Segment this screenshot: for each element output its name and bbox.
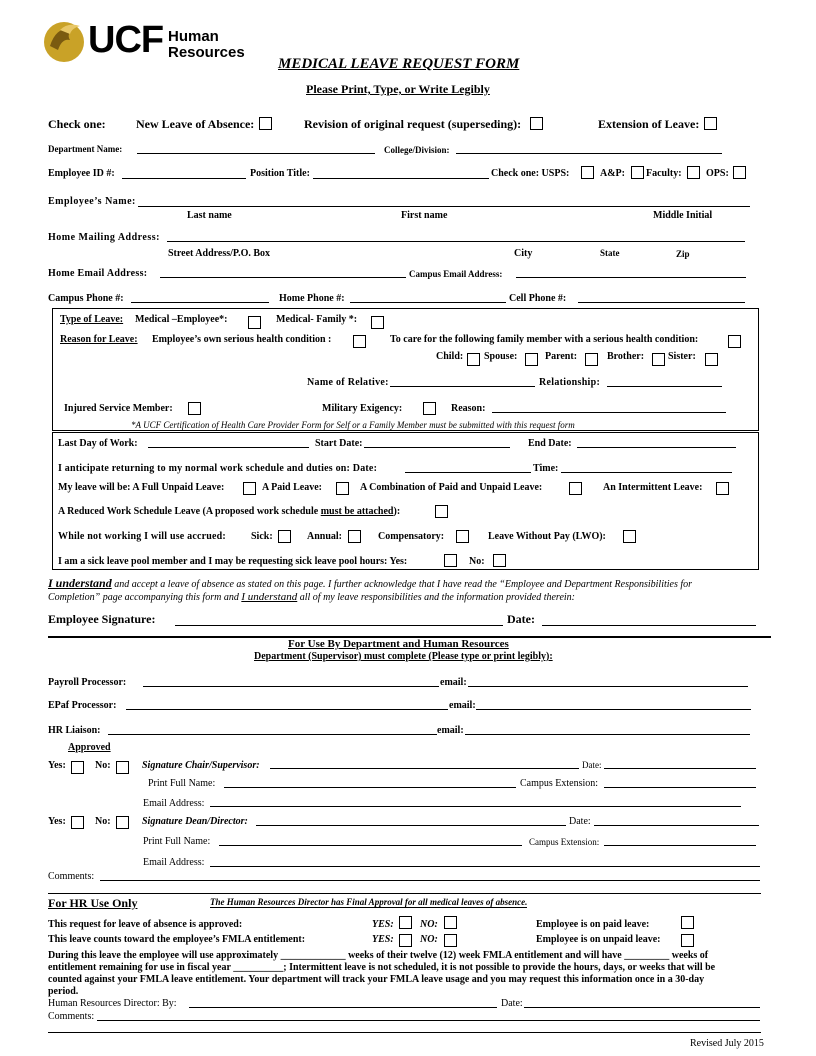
usps-label: Check one: USPS: — [491, 168, 570, 179]
chair-email-field[interactable] — [210, 806, 741, 807]
chair-campus-ext-label: Campus Extension: — [520, 778, 599, 789]
approved-yes-checkbox[interactable] — [399, 916, 412, 929]
chair-signature-label: Signature Chair/Supervisor: — [142, 760, 260, 771]
college-field[interactable] — [456, 153, 722, 154]
combination-checkbox[interactable] — [569, 482, 582, 495]
sick-checkbox[interactable] — [278, 530, 291, 543]
reduced-schedule-label: A Reduced Work Schedule Leave (A proposed work schedule must be attached): — [58, 506, 401, 517]
paid-leave-status-checkbox[interactable] — [681, 916, 694, 929]
revised-date: Revised July 2015 — [690, 1038, 764, 1049]
revision-checkbox[interactable] — [530, 117, 543, 130]
lwo-checkbox[interactable] — [623, 530, 636, 543]
own-condition-checkbox[interactable] — [353, 335, 366, 348]
first-name-caption: First name — [401, 210, 448, 221]
brother-checkbox[interactable] — [652, 353, 665, 366]
fmla-no-checkbox[interactable] — [444, 934, 457, 947]
home-phone-label: Home Phone #: — [279, 293, 345, 304]
home-phone-field[interactable] — [350, 302, 506, 303]
medical-employee-checkbox[interactable] — [248, 316, 261, 329]
acknowledgment-line-1: I understand and accept a leave of absence as stated on this page. I further acknowledge that I have read the “Employee and Department Responsibilities for — [48, 576, 693, 590]
payroll-processor-label: Payroll Processor: — [48, 677, 127, 688]
fmla-paragraph-line-1: During this leave the employee will use approximately _____________ weeks of their twelve (12) week FMLA entitlement and will have _________ weeks of — [48, 950, 709, 961]
leave-dates-section — [52, 432, 759, 570]
dean-date-field[interactable] — [594, 825, 759, 826]
state-caption: State — [600, 248, 620, 258]
hr-liaison-email-field[interactable] — [465, 734, 750, 735]
child-checkbox[interactable] — [467, 353, 480, 366]
certification-note: *A UCF Certification of Health Care Provider Form for Self or a Family Member must be submitted with this request form — [131, 420, 575, 430]
chair-no-checkbox[interactable] — [116, 761, 129, 774]
end-date-label: End Date: — [528, 438, 572, 449]
epaf-email-label: email: — [449, 700, 476, 711]
accrued-label: While not working I will use accrued: — [58, 531, 226, 542]
revision-label: Revision of original request (superseding): — [304, 117, 522, 131]
paid-leave-checkbox[interactable] — [336, 482, 349, 495]
logo-line2: Resources — [168, 44, 245, 61]
epaf-processor-label: EPaf Processor: — [48, 700, 117, 711]
department-name-field[interactable] — [137, 153, 375, 154]
compensatory-checkbox[interactable] — [456, 530, 469, 543]
extension-label: Extension of Leave: — [598, 117, 700, 131]
fmla-paragraph-line-2: entitlement remaining for use in fiscal year __________; Intermittent leave is not scheduled, it is not possible to provide the hours, days, or weeks that will be — [48, 962, 716, 973]
spouse-checkbox[interactable] — [525, 353, 538, 366]
faculty-checkbox[interactable] — [687, 166, 700, 179]
employee-id-label: Employee ID #: — [48, 168, 115, 179]
employee-id-field[interactable] — [122, 178, 246, 179]
usps-checkbox[interactable] — [581, 166, 594, 179]
employee-name-label: Employee’s Name: — [48, 196, 136, 207]
check-one-label: Check one: — [48, 117, 106, 131]
hr-comments-field[interactable] — [97, 1020, 760, 1021]
medical-family-label: Medical- Family *: — [276, 314, 358, 325]
reason-label: Reason: — [451, 403, 486, 414]
unpaid-leave-status-checkbox[interactable] — [681, 934, 694, 947]
campus-phone-field[interactable] — [131, 302, 269, 303]
fmla-yes-label: YES: — [372, 934, 394, 945]
sick-pool-no-checkbox[interactable] — [493, 554, 506, 567]
approved-no-checkbox[interactable] — [444, 916, 457, 929]
pegasus-icon — [40, 16, 88, 64]
annual-checkbox[interactable] — [348, 530, 361, 543]
type-of-leave-label: Type of Leave: — [60, 314, 124, 325]
relationship-field[interactable] — [607, 386, 722, 387]
dept-comments-field[interactable] — [100, 880, 760, 881]
reduced-schedule-checkbox[interactable] — [435, 505, 448, 518]
relative-name-label: Name of Relative: — [307, 377, 389, 388]
dean-date-label: Date: — [569, 816, 591, 827]
medical-employee-label: Medical –Employee*: — [135, 314, 228, 325]
employee-signature-field[interactable] — [175, 625, 503, 626]
fmla-yes-checkbox[interactable] — [399, 934, 412, 947]
home-address-label: Home Mailing Address: — [48, 232, 160, 243]
cell-phone-label: Cell Phone #: — [509, 293, 567, 304]
sister-checkbox[interactable] — [705, 353, 718, 366]
employee-signature-label: Employee Signature: — [48, 612, 156, 626]
new-leave-label: New Leave of Absence: — [136, 117, 255, 131]
street-caption: Street Address/P.O. Box — [168, 248, 271, 259]
dean-email-field[interactable] — [210, 866, 760, 867]
dept-comments-label: Comments: — [48, 871, 95, 882]
home-address-field[interactable] — [167, 241, 745, 242]
dean-no-checkbox[interactable] — [116, 816, 129, 829]
fmla-counts-label: This leave counts toward the employee’s FMLA entitlement: — [48, 934, 306, 945]
injured-checkbox[interactable] — [188, 402, 201, 415]
logo-line1: Human — [168, 28, 219, 45]
signature-date-field[interactable] — [542, 625, 756, 626]
reason-field[interactable] — [492, 412, 726, 413]
intermittent-checkbox[interactable] — [716, 482, 729, 495]
dean-signature-field[interactable] — [256, 825, 566, 826]
hr-liaison-label: HR Liaison: — [48, 725, 101, 736]
chair-no-label: No: — [95, 760, 111, 771]
signature-date-label: Date: — [507, 612, 535, 626]
dean-yes-label: Yes: — [48, 816, 66, 827]
payroll-email-label: email: — [440, 677, 467, 688]
chair-date-field[interactable] — [604, 768, 756, 769]
ops-label: OPS: — [706, 168, 729, 179]
form-subtitle: Please Print, Type, or Write Legibly — [306, 82, 490, 96]
fmla-no-label: NO: — [420, 934, 438, 945]
intermittent-label: An Intermittent Leave: — [603, 482, 703, 493]
position-label: Position Title: — [250, 168, 310, 179]
department-name-label: Department Name: — [48, 144, 123, 154]
last-name-caption: Last name — [187, 210, 232, 221]
home-email-label: Home Email Address: — [48, 268, 148, 279]
fmla-paragraph-line-4: period. — [48, 986, 79, 997]
dean-signature-label: Signature Dean/Director: — [142, 816, 248, 827]
lwo-label: Leave Without Pay (LWO): — [488, 531, 606, 542]
own-condition-label: Employee’s own serious health condition : — [152, 334, 332, 345]
sick-pool-yes-checkbox[interactable] — [444, 554, 457, 567]
new-leave-checkbox[interactable] — [259, 117, 272, 130]
hr-liaison-field[interactable] — [108, 734, 437, 735]
combination-label: A Combination of Paid and Unpaid Leave: — [360, 482, 543, 493]
position-field[interactable] — [313, 178, 489, 179]
dept-hr-section-title: For Use By Department and Human Resources — [288, 638, 509, 650]
dean-print-name-field[interactable] — [219, 845, 522, 846]
dean-campus-ext-field[interactable] — [604, 845, 756, 846]
chair-campus-ext-field[interactable] — [604, 787, 756, 788]
return-time-field[interactable] — [561, 472, 732, 473]
chair-yes-checkbox[interactable] — [71, 761, 84, 774]
start-date-field[interactable] — [364, 447, 510, 448]
hr-director-label: Human Resources Director: By: — [48, 998, 177, 1009]
approved-yes-label: YES: — [372, 919, 394, 930]
logo-brand: UCF — [88, 19, 164, 61]
unpaid-leave-status-label: Employee is on unpaid leave: — [536, 934, 661, 945]
dean-print-name-label: Print Full Name: — [143, 836, 211, 847]
parent-label: Parent: — [545, 351, 578, 362]
dean-no-label: No: — [95, 816, 111, 827]
military-label: Military Exigency: — [322, 403, 403, 414]
chair-print-name-field[interactable] — [224, 787, 516, 788]
relationship-label: Relationship: — [539, 377, 601, 388]
fmla-paragraph-line-3: counted against your FMLA leave entitlement. Your department will track your FMLA leave usage and you may request this information once in a 30-day — [48, 974, 705, 985]
military-checkbox[interactable] — [423, 402, 436, 415]
college-label: College/Division: — [384, 145, 450, 155]
spouse-label: Spouse: — [484, 351, 518, 362]
injured-label: Injured Service Member: — [64, 403, 173, 414]
reason-for-leave-label: Reason for Leave: — [60, 334, 138, 345]
chair-print-name-label: Print Full Name: — [148, 778, 216, 789]
extension-checkbox[interactable] — [704, 117, 717, 130]
ap-label: A&P: — [600, 168, 625, 179]
form-title: MEDICAL LEAVE REQUEST FORM — [278, 56, 520, 72]
ucf-logo — [40, 16, 250, 66]
middle-initial-caption: Middle Initial — [653, 210, 713, 221]
sister-label: Sister: — [668, 351, 696, 362]
campus-email-field[interactable] — [516, 277, 746, 278]
dean-yes-checkbox[interactable] — [71, 816, 84, 829]
return-time-label: Time: — [533, 463, 559, 474]
employee-name-field[interactable] — [138, 206, 750, 207]
epaf-processor-field[interactable] — [126, 709, 448, 710]
payroll-email-field[interactable] — [468, 686, 748, 687]
hr-use-only-title: For HR Use Only — [48, 896, 138, 910]
relative-name-field[interactable] — [390, 386, 535, 387]
chair-email-label: Email Address: — [143, 798, 205, 809]
paid-leave-label: A Paid Leave: — [262, 482, 322, 493]
chair-date-label: Date: — [582, 760, 602, 770]
hr-liaison-email-label: email: — [437, 725, 464, 736]
return-date-field[interactable] — [405, 472, 531, 473]
sick-pool-no-label: No: — [469, 556, 485, 567]
dept-hr-section-subtitle: Department (Supervisor) must complete (Please type or print legibly): — [254, 651, 553, 662]
sick-label: Sick: — [251, 531, 273, 542]
full-unpaid-label: My leave will be: A Full Unpaid Leave: — [58, 482, 225, 493]
last-day-field[interactable] — [148, 447, 309, 448]
hr-director-field[interactable] — [189, 1007, 497, 1008]
care-family-checkbox[interactable] — [728, 335, 741, 348]
ops-checkbox[interactable] — [733, 166, 746, 179]
last-day-label: Last Day of Work: — [58, 438, 138, 449]
chair-yes-label: Yes: — [48, 760, 66, 771]
payroll-processor-field[interactable] — [143, 686, 439, 687]
cell-phone-field[interactable] — [578, 302, 745, 303]
approved-heading: Approved — [68, 742, 111, 753]
dean-campus-ext-label: Campus Extension: — [529, 837, 600, 847]
full-unpaid-checkbox[interactable] — [243, 482, 256, 495]
hr-director-date-label: Date: — [501, 998, 523, 1009]
end-date-field[interactable] — [577, 447, 736, 448]
city-caption: City — [514, 248, 533, 259]
campus-email-label: Campus Email Address: — [409, 269, 503, 279]
home-email-field[interactable] — [160, 277, 406, 278]
medical-family-checkbox[interactable] — [371, 316, 384, 329]
sick-pool-label: I am a sick leave pool member and I may be requesting sick leave pool hours: Yes: — [58, 556, 408, 567]
approved-label: This request for leave of absence is approved: — [48, 919, 243, 930]
paid-leave-status-label: Employee is on paid leave: — [536, 919, 650, 930]
annual-label: Annual: — [307, 531, 343, 542]
faculty-label: Faculty: — [646, 168, 682, 179]
return-date-label: I anticipate returning to my normal work schedule and duties on: Date: — [58, 463, 378, 474]
hr-final-approval-note: The Human Resources Director has Final Approval for all medical leaves of absence. — [210, 897, 528, 907]
campus-phone-label: Campus Phone #: — [48, 293, 124, 304]
dept-comments-field-2[interactable] — [48, 893, 761, 894]
approved-no-label: NO: — [420, 919, 438, 930]
start-date-label: Start Date: — [315, 438, 363, 449]
hr-comments-label: Comments: — [48, 1011, 95, 1022]
zip-caption: Zip — [676, 249, 690, 259]
hr-comments-field-2[interactable] — [48, 1032, 761, 1033]
parent-checkbox[interactable] — [585, 353, 598, 366]
acknowledgment-line-2: Completion” page accompanying this form and I understand all of my leave responsibilities and the information provided therein: — [48, 591, 575, 603]
hr-director-date-field[interactable] — [524, 1007, 760, 1008]
brother-label: Brother: — [607, 351, 645, 362]
child-label: Child: — [436, 351, 464, 362]
chair-signature-field[interactable] — [270, 768, 579, 769]
dean-email-label: Email Address: — [143, 857, 205, 868]
ap-checkbox[interactable] — [631, 166, 644, 179]
compensatory-label: Compensatory: — [378, 531, 445, 542]
epaf-email-field[interactable] — [476, 709, 751, 710]
care-family-label: To care for the following family member with a serious health condition: — [390, 334, 699, 345]
